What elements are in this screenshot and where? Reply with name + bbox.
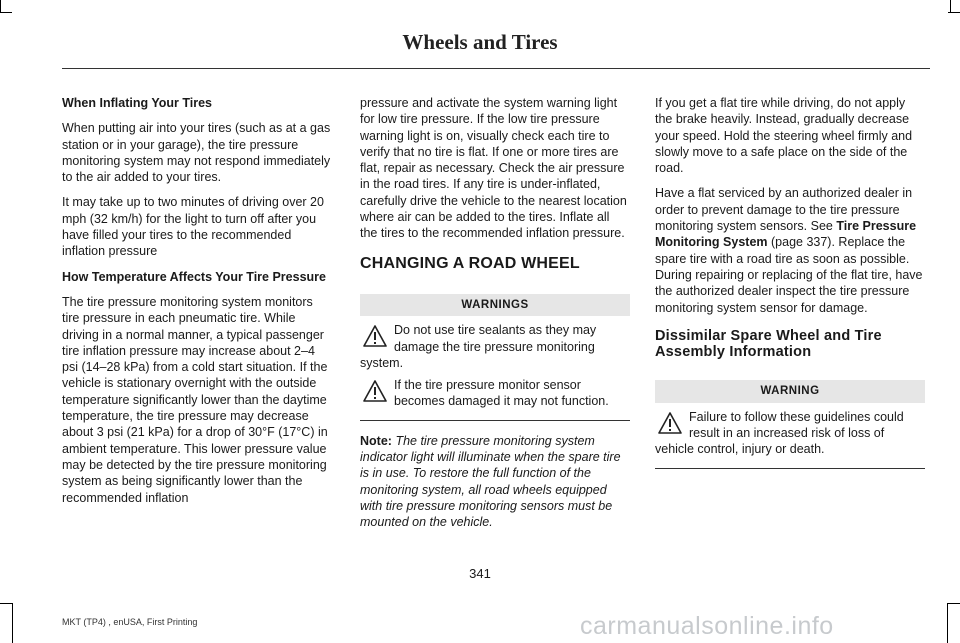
crop-mark-bottom-right — [947, 603, 948, 643]
warning-text: If the tire pressure monitor sensor becomes damaged it may not function. — [394, 378, 609, 409]
crop-mark-bottom-left — [12, 603, 13, 643]
warning-triangle-icon — [362, 324, 388, 348]
warning-text: Failure to follow these guidelines could result in an increased risk of loss of vehicle control, injury or death. — [655, 409, 904, 457]
page-number: 341 — [469, 566, 491, 581]
page-title: Wheels and Tires — [402, 30, 558, 54]
header-divider — [62, 68, 930, 69]
subheading-inflating: When Inflating Your Tires — [62, 96, 213, 110]
paragraph-text: Replace the spare tire with a road tire as soon as possible. During repairing or replacing of the flat tire, have the authorized dealer inspect the tire pressure monitoring system sensor for damage. — [655, 235, 923, 315]
paragraph: The tire pressure monitoring system monitors tire pressure in each pneumatic tire. While driving in a normal manner, a typical passenger tire inflation pressure may increase about 2–4 psi (14–28 kPa) from a cold start situation. If the vehicle is stationary overnight with the outside temperature significantly lower than the daytime temperature, the tire pressure may decrease about 3 psi (21 kPa) for a drop of 30°F (17°C) in ambient temperature. This lower pressure value may be detected by the tire pressure monitoring system as being significantly lower than the recommended inflation — [62, 294, 328, 505]
paragraph-text: Have a flat serviced by an authorized dealer in order to prevent damage to the tire pressure monitoring system sensors. See — [655, 186, 913, 234]
paragraph — [655, 185, 925, 315]
warning-item — [360, 322, 630, 371]
paragraph: If you get a flat tire while driving, do not apply the brake heavily. Instead, gradually decrease your speed. Hold the steering wheel firmly and slowly move to a safe place on the side of the road. — [655, 96, 913, 176]
column-2 — [360, 95, 630, 540]
cross-reference-link[interactable]: Tire Pressure Monitoring System — [655, 219, 917, 250]
column-1 — [62, 95, 332, 515]
warnings-header: WARNINGS — [360, 294, 630, 316]
crop-mark-top-left — [0, 0, 1, 12]
warning-triangle-icon — [362, 379, 388, 403]
page-reference: (page 337). — [771, 235, 835, 250]
crop-mark-bottom-right-h — [947, 603, 960, 604]
warning-triangle-icon — [657, 411, 683, 435]
warning-item — [655, 409, 925, 458]
note-text: The tire pressure monitoring system indicator light will illuminate when the spare tire is in use. To restore the full function of the monitoring system, all road wheels equipped with tire pressure monitoring sensors must be mounted on the vehicle. — [360, 433, 621, 530]
subheading-temperature: How Temperature Affects Your Tire Pressure — [62, 269, 326, 284]
warning-header: WARNING — [655, 380, 925, 402]
watermark: carmanualsonline.info — [580, 612, 834, 640]
crop-mark-bottom-left-h — [0, 603, 12, 604]
warnings-box — [360, 294, 630, 421]
warning-box — [655, 380, 925, 468]
note — [360, 433, 630, 531]
warnings-divider — [360, 420, 630, 421]
warning-item — [360, 377, 630, 410]
footer-text: MKT (TP4) , enUSA, First Printing — [62, 617, 198, 627]
crop-mark-top-right-h — [948, 12, 960, 13]
crop-mark-top-left-h — [0, 12, 12, 13]
column-3 — [655, 95, 925, 481]
warning-divider — [655, 468, 925, 469]
paragraph: When putting air into your tires (such as at a gas station or in your garage), the tire pressure monitoring system may not respond immediately to the air added to your tires. — [62, 121, 331, 185]
warning-text: Do not use tire sealants as they may damage the tire pressure monitoring system. — [360, 323, 597, 370]
paragraph: It may take up to two minutes of driving over 20 mph (32 km/h) for the light to turn off after you have filled your tires to the recommended inflation pressure — [62, 195, 324, 259]
crop-mark-top-right — [950, 0, 951, 12]
section-heading-changing-wheel: CHANGING A ROAD WHEEL — [360, 254, 580, 272]
note-label: Note: — [360, 433, 392, 448]
subheading-dissimilar-spare: Dissimilar Spare Wheel and Tire Assembly Information — [655, 327, 882, 361]
paragraph: pressure and activate the system warning light for low tire pressure. If the low tire pressure warning light is on, visually check each tire to verify that no tire is flat. If one or more tires are flat, repair as necessary. Check the air pressure in the road tires. If any tire is under-inflated, carefully drive the vehicle to the nearest location where air can be added to the tires. Inflate all the tires to the recommended inflation pressure. — [360, 96, 627, 241]
